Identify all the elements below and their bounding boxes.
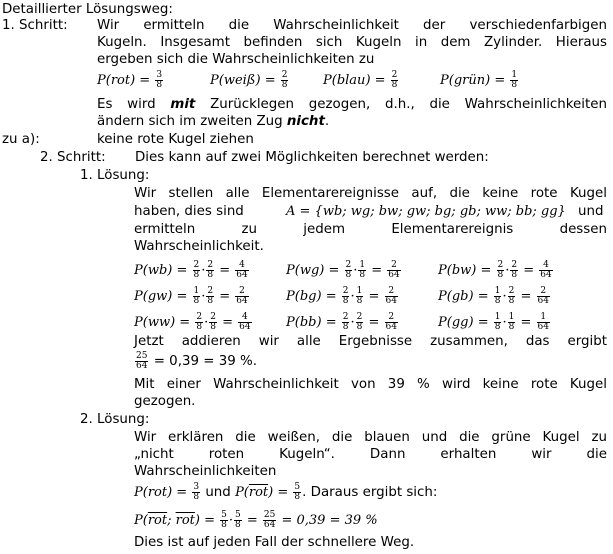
sol1-concl1: Mit einer Wahrscheinlichkeit von 39 % wird keine rote Kugel xyxy=(134,377,607,392)
heading: Detaillierter Lösungsweg: xyxy=(2,2,173,17)
event-gg: P(gg) = $\frac{1}{8}$ · $\frac{1}{8}$ = $\frac{1}{64}$ xyxy=(438,312,549,332)
step1-prob-blau-wrap xyxy=(323,68,399,94)
prob-weiss: P(weiß) = $\frac{2}{8}$ xyxy=(210,70,288,90)
step1-probs xyxy=(97,68,164,94)
sol1-line1: Wir stellen alle Elementarereignisse auf, die keine rote Kugel xyxy=(134,186,607,201)
event-ww: P(ww) = $\frac{2}{8}$ · $\frac{2}{8}$ = $\frac{4}{64}$ xyxy=(134,312,251,332)
event-bg: P(bg) = $\frac{2}{8}$ · $\frac{1}{8}$ = $\frac{2}{64}$ xyxy=(286,286,397,306)
sol1-concl2: gezogen. xyxy=(134,394,196,409)
prob-blau: P(blau) = $\frac{2}{8}$ xyxy=(323,70,398,90)
step1-prob-weiss-wrap xyxy=(210,68,289,94)
step1-prob-gruen-wrap xyxy=(440,68,519,94)
sol1-line3: ermitteln zu jedem Elementarereignis dessen xyxy=(134,222,607,237)
step2-text: Dies kann auf zwei Möglichkeiten berechnet werden: xyxy=(135,150,489,165)
event-bw: P(bw) = $\frac{2}{8}$ · $\frac{2}{8}$ = $\frac{4}{64}$ xyxy=(438,260,552,280)
sol1-line2a: haben, dies sind xyxy=(134,204,244,219)
sol1-line2b: und xyxy=(578,204,604,219)
prob-rot: P(rot) = $\frac{3}{8}$ xyxy=(97,70,163,90)
step1-note-line2: ändern sich im zweiten Zug nicht. xyxy=(97,114,330,129)
sol1-line4: Wahrscheinlichkeit. xyxy=(134,239,264,254)
prob-gruen: P(grün) = $\frac{1}{8}$ xyxy=(440,70,518,90)
event-gw: P(gw) = $\frac{1}{8}$ · $\frac{2}{8}$ = $\frac{2}{64}$ xyxy=(134,286,248,306)
step1-line1: Wir ermitteln die Wahrscheinlichkeit der verschiedenfarbigen xyxy=(97,18,607,33)
step1-line2: Kugeln. Insgesamt befinden sich Kugeln in dem Zylinder. Hieraus xyxy=(97,35,607,50)
part-a-text: keine rote Kugel ziehen xyxy=(97,132,254,147)
sol2-line2: „nicht roten Kugeln“. Dann erhalten wir die xyxy=(134,447,607,462)
sol2-line3: Wahrscheinlichkeiten xyxy=(134,464,277,479)
sol1-set: A = {wb; wg; bw; gw; bg; gb; ww; bb; gg} xyxy=(286,204,566,219)
sol1-sum-line1: Jetzt addieren wir alle Ergebnisse zusammen, das ergibt xyxy=(134,334,607,349)
sol2-label: 2. Lösung: xyxy=(80,412,150,427)
event-gb: P(gb) = $\frac{1}{8}$ · $\frac{2}{8}$ = $\frac{2}{64}$ xyxy=(438,286,549,306)
sol2-calc: $P(\overline{rot}$; $\overline{rot}$) = $\frac{5}{8}$ · $\frac{5}{8}$ = $\frac{25}{64}$ = 0,39 = 39 % xyxy=(134,510,378,530)
part-a-label: zu a): xyxy=(2,132,40,147)
step1-note-line1: Es wird mit Zurücklegen gezogen, d.h., die Wahrscheinlichkeiten xyxy=(97,97,607,112)
sol1-label: 1. Lösung: xyxy=(80,168,150,183)
sol2-line1: Wir erklären die weißen, die blauen und die grüne Kugel zu xyxy=(134,430,607,445)
event-wb: P(wb) = $\frac{2}{8}$ · $\frac{2}{8}$ = $\frac{4}{64}$ xyxy=(134,260,248,280)
step2-label: 2. Schritt: xyxy=(40,150,106,165)
event-bb: P(bb) = $\frac{2}{8}$ · $\frac{2}{8}$ = $\frac{2}{64}$ xyxy=(286,312,397,332)
sol2-final: Dies ist auf jeden Fall der schnellere Weg. xyxy=(134,535,415,550)
step1-label: 1. Schritt: xyxy=(2,18,68,33)
step1-line3: ergeben sich die Wahrscheinlichkeiten zu xyxy=(97,52,375,67)
sol1-sum-line2: $\frac{25}{64}$ = 0,39 = 39 %. xyxy=(136,351,258,371)
event-wg: P(wg) = $\frac{2}{8}$ · $\frac{1}{8}$ = $\frac{2}{64}$ xyxy=(286,260,400,280)
sol2-probs: P(rot) = $\frac{3}{8}$ und $P(\overline{rot})$ = $\frac{5}{8}$ . Daraus ergibt sich: xyxy=(134,482,438,502)
